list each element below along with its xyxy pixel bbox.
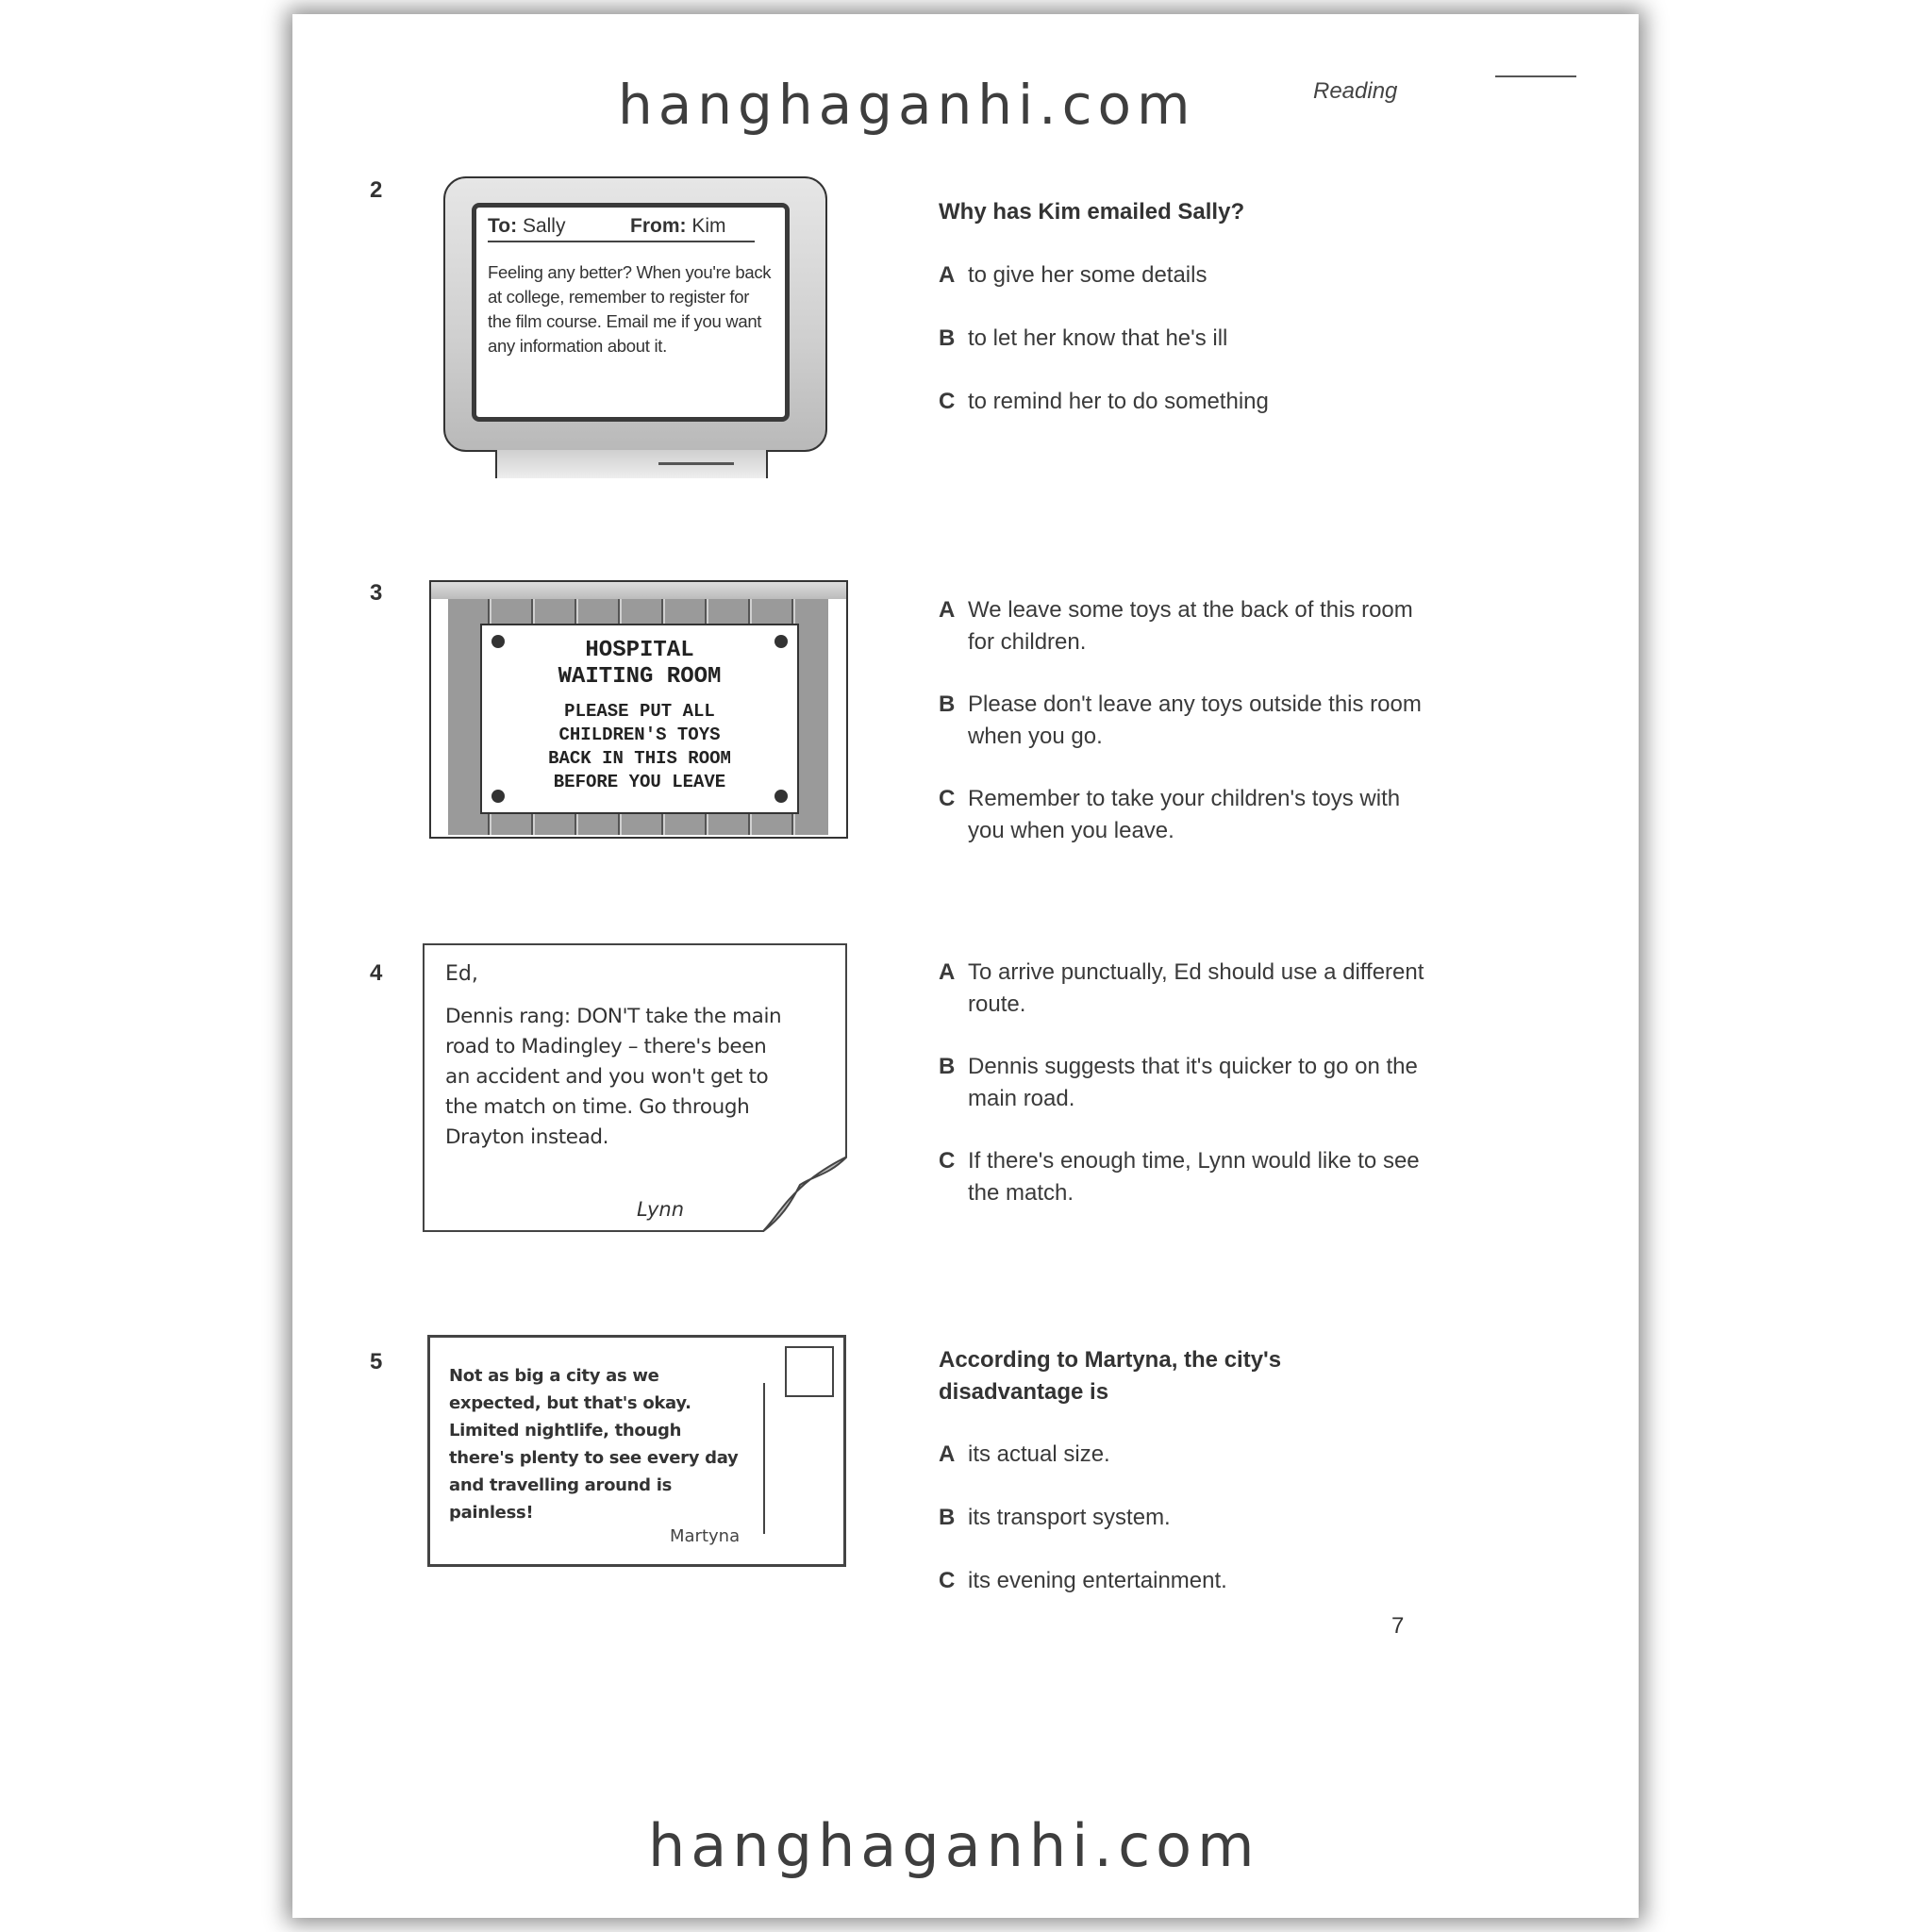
option-letter: C: [939, 1568, 956, 1593]
option-b[interactable]: [939, 689, 1429, 753]
option-text: To arrive punctually, Ed should use a different route.: [968, 959, 1424, 1017]
sign-title-1: HOSPITAL: [585, 638, 694, 663]
option-text: Dennis suggests that it's quicker to go on the main road.: [968, 1054, 1418, 1111]
sign-line: BACK IN THIS ROOM: [548, 748, 731, 769]
option-text: its transport system.: [968, 1505, 1171, 1530]
sign-line: BEFORE YOU LEAVE: [553, 772, 726, 792]
email-from-field: [630, 215, 726, 238]
option-text: If there's enough time, Lynn would like to see the match.: [968, 1148, 1420, 1206]
option-text: its actual size.: [968, 1441, 1110, 1467]
option-letter: B: [939, 1054, 956, 1079]
exam-page: [292, 14, 1639, 1918]
option-b[interactable]: [939, 1051, 1429, 1115]
option-c[interactable]: [939, 783, 1429, 847]
option-letter: A: [939, 597, 956, 623]
option-letter: C: [939, 786, 956, 811]
option-letter: C: [939, 1148, 956, 1174]
email-monitor-illustration: [443, 176, 825, 469]
option-letter: C: [939, 389, 956, 414]
bolt-icon: [491, 635, 505, 648]
email-body: Feeling any better? When you're back at college, remember to register for the film course. Email me if you want any information about it.: [488, 262, 772, 356]
email-to: Sally: [522, 215, 566, 237]
option-text: to give her some details: [968, 262, 1208, 288]
question-number: 3: [370, 580, 383, 606]
postcard-body: Not as big a city as we expected, but that's okay. Limited nightlife, though there's plenty to see every day and travelling around is painless!: [449, 1366, 739, 1523]
option-letter: A: [939, 262, 956, 288]
option-text: to let her know that he's ill: [968, 325, 1228, 351]
question-text: Why has Kim emailed Sally?: [939, 199, 1245, 225]
option-c[interactable]: [939, 386, 1429, 418]
note-body: Dennis rang: DON'T take the main road to Madingley – there's been an accident and you won't get to the match on time. Go through Drayton instead.: [445, 1005, 782, 1149]
option-c[interactable]: [939, 1145, 1429, 1209]
watermark-bottom: hanghaganhi.com: [648, 1811, 1260, 1880]
question-number: 4: [370, 960, 383, 986]
monitor-stand-line: [658, 462, 734, 465]
option-text: to remind her to do something: [968, 389, 1269, 414]
bolt-icon: [491, 790, 505, 803]
stamp-box-icon: [785, 1346, 834, 1397]
section-label: Reading: [1313, 78, 1398, 104]
option-text: We leave some toys at the back of this room for children.: [968, 597, 1413, 655]
sign-title-2: WAITING ROOM: [558, 664, 722, 690]
question-text: According to Martyna, the city's disadvantage is: [939, 1347, 1282, 1405]
option-letter: B: [939, 325, 956, 351]
note-signature: Lynn: [637, 1198, 684, 1221]
question-number: 2: [370, 177, 383, 203]
postcard-illustration: [427, 1335, 846, 1567]
bolt-icon: [774, 790, 788, 803]
option-text: Please don't leave any toys outside this room when you go.: [968, 691, 1422, 749]
option-a[interactable]: [939, 957, 1429, 1021]
note-greeting: Ed,: [445, 962, 478, 986]
postcard-divider: [763, 1383, 765, 1534]
postcard-signature: Martyna: [670, 1526, 741, 1546]
email-to-label: To:: [488, 215, 518, 237]
option-letter: B: [939, 691, 956, 717]
page-number: 7: [1391, 1613, 1405, 1639]
email-from-label: From:: [630, 215, 687, 237]
option-a[interactable]: [939, 1439, 1429, 1471]
option-a[interactable]: [939, 259, 1429, 291]
option-a[interactable]: [939, 594, 1429, 658]
option-text: Remember to take your children's toys with you when you leave.: [968, 786, 1401, 843]
question-2-options: [939, 196, 1429, 418]
option-b[interactable]: [939, 1502, 1429, 1534]
option-b[interactable]: [939, 323, 1429, 355]
question-number: 5: [370, 1349, 383, 1374]
monitor-screen: [472, 203, 790, 422]
option-letter: B: [939, 1505, 956, 1530]
email-from: Kim: [691, 215, 726, 237]
option-c[interactable]: [939, 1565, 1429, 1597]
bolt-icon: [774, 635, 788, 648]
question-5-options: [939, 1344, 1429, 1597]
question-4-options: [939, 957, 1429, 1209]
watermark-top: hanghaganhi.com: [618, 73, 1196, 137]
option-letter: A: [939, 959, 956, 985]
header-rule: [1495, 75, 1576, 77]
sign-board: [480, 624, 799, 814]
option-letter: A: [939, 1441, 956, 1467]
handwritten-note-illustration: [423, 943, 847, 1232]
hospital-sign-illustration: [429, 580, 848, 839]
sign-line: PLEASE PUT ALL: [564, 701, 715, 722]
question-3-options: [939, 594, 1429, 847]
sign-roof: [431, 582, 846, 599]
page-curl-icon: [762, 1157, 847, 1232]
sign-line: CHILDREN'S TOYS: [558, 724, 721, 745]
option-text: its evening entertainment.: [968, 1568, 1227, 1593]
